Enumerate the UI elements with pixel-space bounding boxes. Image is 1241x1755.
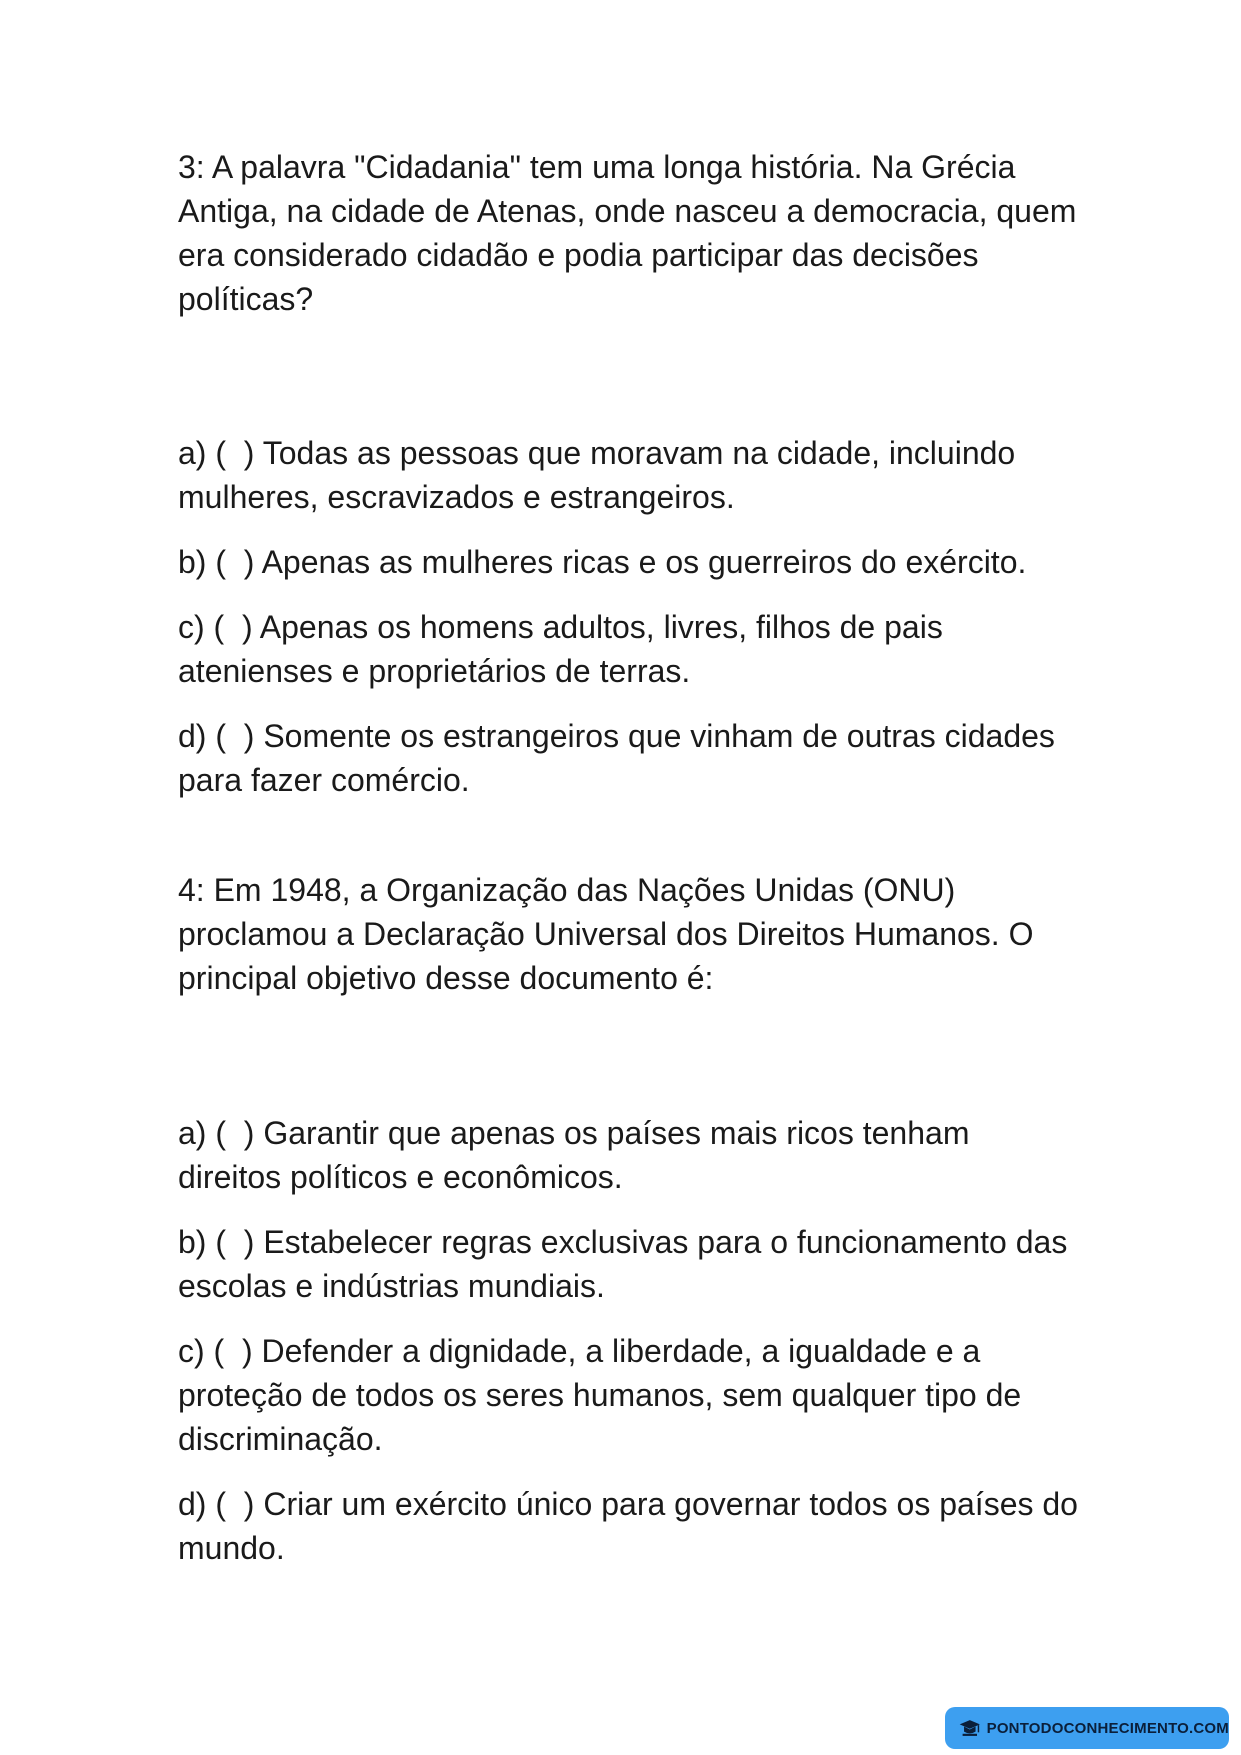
option-text: Criar um exército único para governar todos os países do mundo. bbox=[178, 1486, 1078, 1566]
option-checkbox[interactable]: b) ( ) bbox=[178, 544, 255, 580]
option-text: Apenas os homens adultos, livres, filhos de pais atenienses e proprietários de terras. bbox=[178, 609, 943, 689]
option-text: Apenas as mulheres ricas e os guerreiros do exército. bbox=[254, 544, 1027, 580]
question-4-prompt: 4: Em 1948, a Organização das Nações Unidas (ONU) proclamou a Declaração Universal dos Direitos Humanos. O principal objetivo desse documento é: bbox=[178, 872, 1034, 996]
brand-badge[interactable] bbox=[945, 1707, 1229, 1749]
option-checkbox[interactable]: b) ( ) bbox=[178, 1224, 255, 1260]
option-a bbox=[178, 1111, 1078, 1199]
option-text: Somente os estrangeiros que vinham de outras cidades para fazer comércio. bbox=[178, 718, 1055, 798]
graduation-cap-icon bbox=[959, 1714, 981, 1742]
option-text: Garantir que apenas os países mais ricos tenham direitos políticos e econômicos. bbox=[178, 1115, 970, 1195]
option-checkbox[interactable]: a) ( ) bbox=[178, 1115, 255, 1151]
brand-text: PONTODOCONHECIMENTO.COM bbox=[986, 1719, 1229, 1737]
option-text: Defender a dignidade, a liberdade, a igualdade e a proteção de todos os seres humanos, sem qualquer tipo de discriminação. bbox=[178, 1333, 1022, 1457]
option-c bbox=[178, 1329, 1078, 1461]
question-4-options bbox=[178, 1111, 1078, 1570]
option-checkbox[interactable]: a) ( ) bbox=[178, 435, 255, 471]
option-text: Estabelecer regras exclusivas para o funcionamento das escolas e indústrias mundiais. bbox=[178, 1224, 1068, 1304]
option-d bbox=[178, 714, 1078, 802]
option-b bbox=[178, 1220, 1078, 1308]
question-3-options bbox=[178, 431, 1078, 802]
option-checkbox[interactable]: d) ( ) bbox=[178, 718, 255, 754]
option-b bbox=[178, 540, 1078, 584]
option-c bbox=[178, 605, 1078, 693]
option-checkbox[interactable]: d) ( ) bbox=[178, 1486, 255, 1522]
option-checkbox[interactable]: c) ( ) bbox=[178, 609, 253, 645]
question-3-prompt: 3: A palavra "Cidadania" tem uma longa história. Na Grécia Antiga, na cidade de Atenas, onde nasceu a democracia, quem era considerado cidadão e podia participar das decisões políticas? bbox=[178, 149, 1077, 317]
option-d bbox=[178, 1482, 1078, 1570]
question-3 bbox=[178, 145, 1078, 823]
option-a bbox=[178, 431, 1078, 519]
option-checkbox[interactable]: c) ( ) bbox=[178, 1333, 253, 1369]
option-text: Todas as pessoas que moravam na cidade, incluindo mulheres, escravizados e estrangeiros. bbox=[178, 435, 1016, 515]
question-4 bbox=[178, 868, 1078, 1591]
